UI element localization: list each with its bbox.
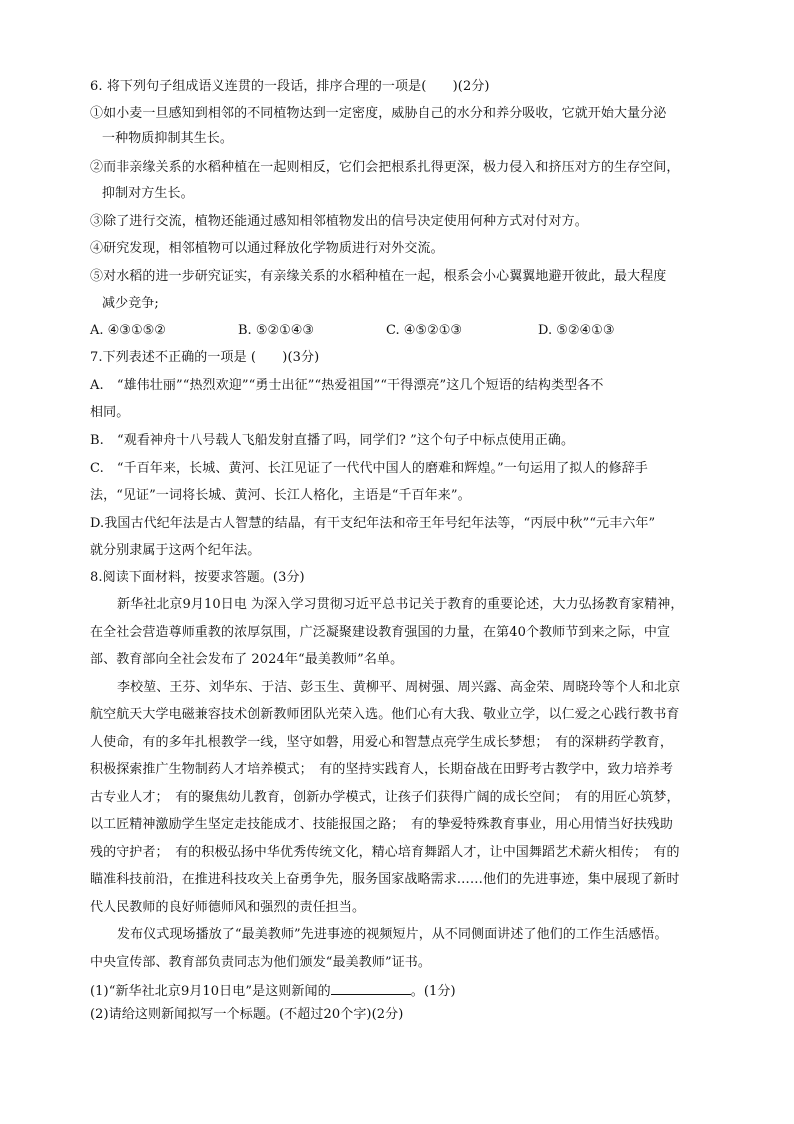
q6-options	[90, 322, 710, 339]
q8-paragraph-1-line-2: 在全社会营造尊师重教的浓厚氛围，广泛凝聚建设教育强国的力量，在第40个教师节到来之际，中宣	[90, 625, 671, 640]
q6-sentence-5-line-1: ⑤对水稻的进一步研究证实，有亲缘关系的水稻种植在一起，根系会小心翼翼地避开彼此，最大程度	[90, 269, 667, 284]
q6-sentence-2-line-2: 抑制对方生长。	[102, 186, 194, 201]
q8-paragraph-2-line-6: 以工匠精神激励学生坚定走技能成才、技能报国之路； 有的挚爱特殊教育事业，用心用情当好扶残助	[90, 817, 674, 832]
q8-paragraph-2-line-3: 人使命，有的多年扎根教学一线，坚守如磐，用爱心和智慧点亮学生成长梦想； 有的深耕药学教育，	[90, 735, 674, 750]
q7-stem: 7.下列表述不正确的一项是 ( )(3分)	[90, 350, 320, 365]
q8-paragraph-2-line-2: 航空航天大学电磁兼容技术创新教师团队光荣入选。他们心有大我、敬业立学，以仁爱之心践行教书育	[90, 707, 680, 722]
q8-subquestion-1-prefix: (1)“新华社北京9月10日电”是这则新闻的	[90, 984, 331, 999]
q7-option-a-line-1: A. “雄伟壮丽”“热烈欢迎”“勇士出征”“热爱祖国”“干得漂亮”这几个短语的结构类型各不	[90, 378, 604, 393]
q7-option-d-line-1: D.我国古代纪年法是古人智慧的结晶，有干支纪年法和帝王年号纪年法等，“丙辰中秋”“元丰六年”	[90, 516, 656, 531]
q6-sentence-1-line-1: ①如小麦一旦感知到相邻的不同植物达到一定密度，威胁自己的水分和养分吸收，它就开始大量分泌	[90, 106, 667, 121]
q7-option-b: B. “观看神舟十八号载人飞船发射直播了吗，同学们? ”这个句子中标点使用正确。	[90, 433, 575, 448]
q6-sentence-1-line-2: 一种物质抑制其生长。	[102, 131, 234, 146]
q6-option-c: C. ④⑤②①③	[386, 323, 463, 338]
q8-paragraph-3-line-1: 发布仪式现场播放了“最美教师”先进事迹的视频短片，从不同侧面讲述了他们的工作生活感悟。	[117, 927, 668, 942]
q8-subquestion-1	[90, 981, 456, 1000]
q8-paragraph-2-line-8: 瞄准科技前沿，在推进科技攻关上奋勇争先，服务国家战略需求……他们的先进事迹，集中展现了新时	[90, 872, 680, 887]
q6-option-d: D. ⑤②④①③	[538, 323, 615, 338]
q6-sentence-2-line-1: ②而非亲缘关系的水稻种植在一起则相反，它们会把根系扎得更深，极力侵入和挤压对方的生存空间，	[90, 160, 680, 175]
q8-paragraph-2-line-9: 代人民教师的良好师德师风和强烈的责任担当。	[90, 900, 366, 915]
q6-option-a: A. ④③①⑤②	[90, 323, 166, 338]
q8-paragraph-2-line-1: 李校堃、王芬、刘华东、于洁、彭玉生、黄柳平、周树强、周兴露、高金荣、周晓玲等个人和北京	[117, 680, 681, 695]
q8-paragraph-2-line-5: 古专业人才； 有的聚焦幼儿教育，创新办学模式，让孩子们获得广阔的成长空间； 有的用匠心筑梦，	[90, 790, 680, 805]
q7-option-d-line-2: 就分别隶属于这两个纪年法。	[90, 543, 261, 558]
q7-option-c-line-1: C. “千百年来，长城、黄河、长江见证了一代代中国人的磨难和辉煌。”一句运用了拟人的修辞手	[90, 461, 648, 476]
q8-paragraph-3-line-2: 中央宣传部、教育部负责同志为他们颁发“最美教师”证书。	[90, 955, 431, 970]
q6-sentence-5-line-2: 减少竞争;	[102, 296, 159, 311]
q8-paragraph-1-line-3: 部、教育部向全社会发布了 2024年“最美教师”名单。	[90, 652, 404, 667]
q8-subquestion-2: (2)请给这则新闻拟写一个标题。(不超过20个字)(2分)	[90, 1007, 404, 1022]
q8-subquestion-1-suffix: 。(1分)	[410, 984, 456, 999]
q8-paragraph-2-line-4: 积极探索推广生物制药人才培养模式； 有的坚持实践育人，长期奋战在田野考古教学中，致力培养考	[90, 762, 674, 777]
q8-stem: 8.阅读下面材料，按要求答题。(3分)	[90, 570, 305, 585]
q6-option-b: B. ⑤②①④③	[238, 323, 315, 338]
q6-sentence-4: ④研究发现，相邻植物可以通过释放化学物质进行对外交流。	[90, 241, 444, 256]
q8-answer-blank[interactable]	[331, 981, 411, 995]
q7-option-c-line-2: 法，“见证”一词将长城、黄河、长江人格化，主语是“千百年来”。	[90, 488, 471, 503]
q8-paragraph-2-line-7: 残的守护者； 有的积极弘扬中华优秀传统文化，精心培育舞蹈人才，让中国舞蹈艺术薪火相传； 有的	[90, 845, 680, 860]
q8-paragraph-1-line-1: 新华社北京9月10日电 为深入学习贯彻习近平总书记关于教育的重要论述，大力弘扬教育家精神，	[117, 597, 684, 612]
q6-stem: 6. 将下列句子组成语义连贯的一段话，排序合理的一项是( )(2分)	[90, 79, 490, 94]
q6-sentence-3: ③除了进行交流，植物还能通过感知相邻植物发出的信号决定使用何种方式对付对方。	[90, 214, 588, 229]
q7-option-a-line-2: 相同。	[90, 405, 130, 420]
